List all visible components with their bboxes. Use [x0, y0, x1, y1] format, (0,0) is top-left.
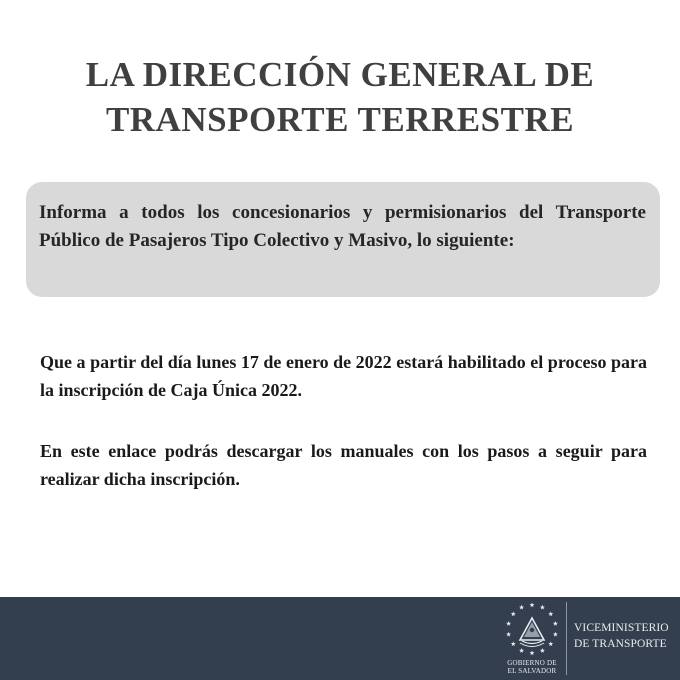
- seal-star-icon: [511, 641, 516, 646]
- ministry-name-line-1: VICEMINISTERIO: [574, 622, 669, 634]
- seal-star-icon: [548, 611, 553, 616]
- seal-star-icon: [540, 605, 545, 610]
- announcement-paragraph: Que a partir del día lunes 17 de enero de 2022 estará habilitado el proceso para la inscripción de Caja Única 2022.: [40, 352, 647, 400]
- page-title-line-2: TRANSPORTE TERRESTRE: [105, 100, 575, 139]
- seal-star-icon: [506, 621, 511, 626]
- ministry-name-line-2: DE TRANSPORTE: [574, 638, 667, 650]
- government-seal: [503, 600, 561, 678]
- notice-box: [26, 182, 660, 297]
- seal-caption-line-2: EL SALVADOR: [507, 667, 557, 675]
- seal-star-icon: [530, 650, 535, 655]
- seal-star-icon: [530, 602, 535, 607]
- seal-star-icon: [519, 648, 524, 653]
- seal-star-icon: [553, 632, 558, 637]
- seal-star-icon: [511, 611, 516, 616]
- coat-of-arms-icon: [503, 600, 561, 658]
- footer-divider: [566, 602, 567, 675]
- seal-star-icon: [519, 605, 524, 610]
- page-title: [0, 52, 680, 142]
- seal-star-icon: [548, 641, 553, 646]
- seal-star-icon: [553, 621, 558, 626]
- seal-star-icon: [506, 632, 511, 637]
- download-paragraph: En este enlace podrás descargar los manuales con los pasos a seguir para realizar dicha inscripción.: [40, 441, 647, 489]
- page-title-line-1: LA DIRECCIÓN GENERAL DE: [85, 55, 595, 94]
- seal-caption-line-1: GOBIERNO DE: [507, 659, 557, 667]
- seal-caption: [503, 659, 561, 675]
- ministry-name: [574, 620, 678, 652]
- footer-bar: [0, 597, 680, 680]
- seal-star-icon: [540, 648, 545, 653]
- notice-text: Informa a todos los concesionarios y permisionarios del Transporte Público de Pasajeros Tipo Colectivo y Masivo, lo siguiente:: [39, 202, 646, 251]
